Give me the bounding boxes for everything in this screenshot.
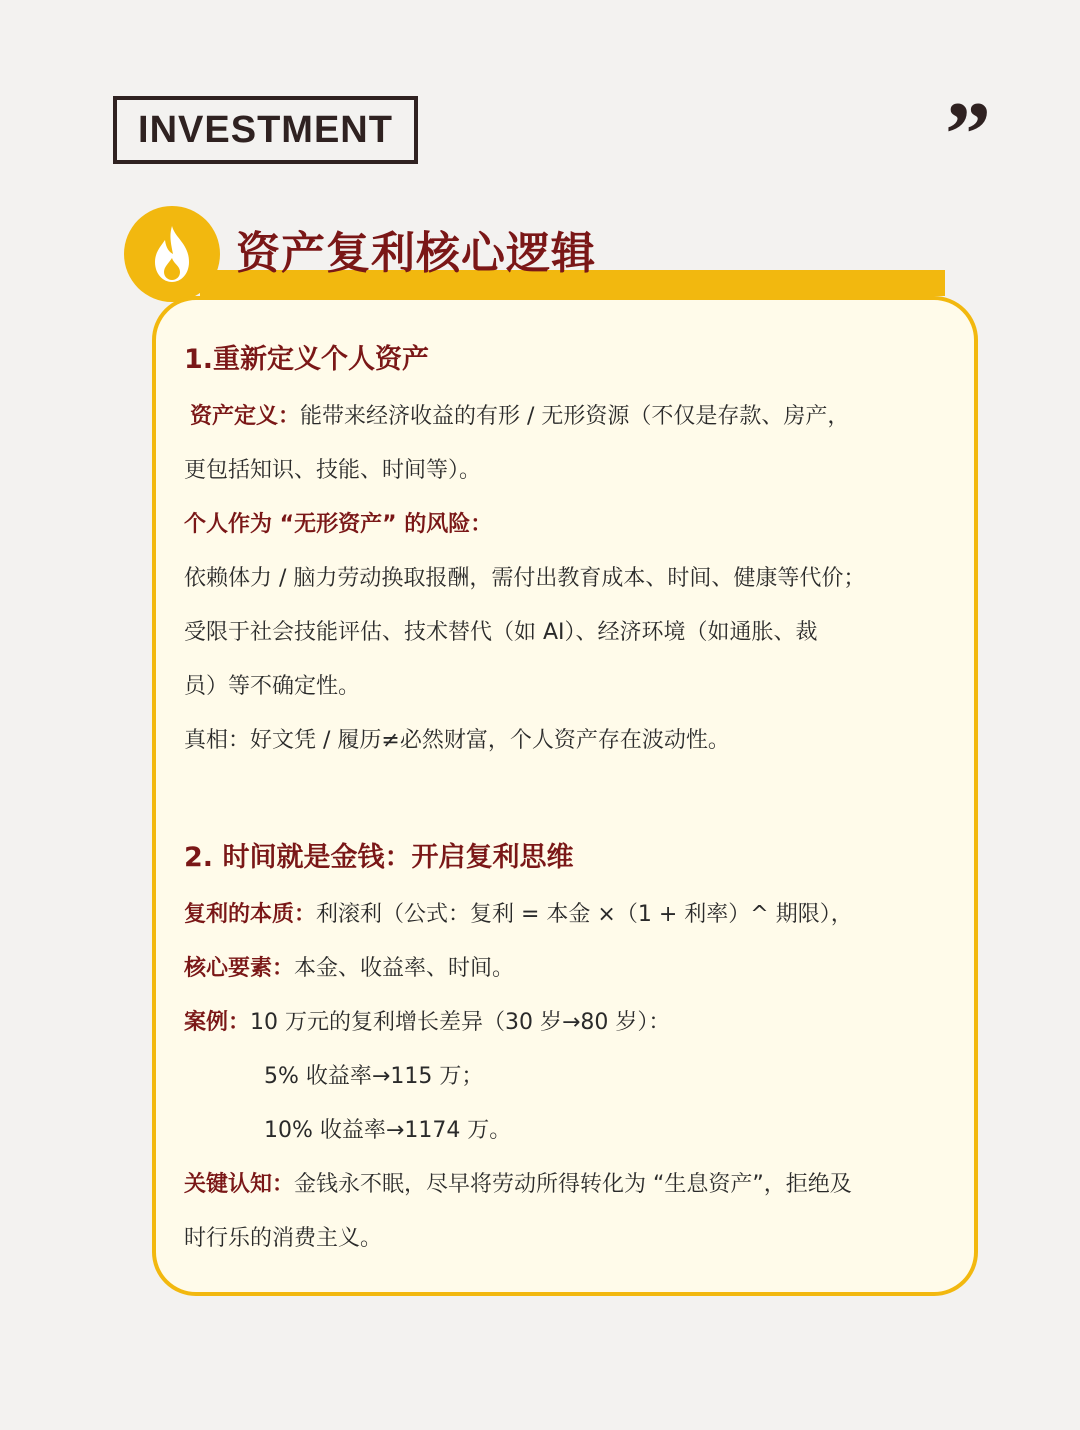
essence-line	[184, 888, 964, 942]
core-text: 本金、收益率、时间。	[294, 956, 515, 981]
title-icon-circle	[124, 206, 220, 302]
risk-line-1: 依赖体力 / 脑力劳动换取报酬，需付出教育成本、时间、健康等代价；	[184, 566, 866, 591]
risk-label: 个人作为 “无形资产” 的风险：	[184, 512, 493, 537]
key-label: 关键认知：	[184, 1172, 295, 1197]
case-text: 10 万元的复利增长差异（30 岁→80 岁）：	[250, 1010, 671, 1035]
risk-line-2: 受限于社会技能评估、技术替代（如 AI）、经济环境（如通胀、裁	[184, 620, 818, 645]
key-line	[184, 1158, 964, 1212]
section1-heading: 1.重新定义个人资产	[184, 344, 430, 375]
truth-line: 真相：好文凭 / 履历≠必然财富，个人资产存在波动性。	[184, 728, 730, 753]
key-cont: 时行乐的消费主义。	[184, 1226, 383, 1251]
fire-icon	[145, 224, 199, 284]
risk-heading	[184, 498, 964, 552]
quote-mark-icon: ”	[945, 83, 991, 185]
core-label: 核心要素：	[184, 956, 295, 981]
asset-definition	[184, 390, 964, 444]
case-item-2: 10% 收益率→1174 万。	[264, 1118, 512, 1143]
asset-def-cont: 更包括知识、技能、时间等）。	[184, 458, 482, 483]
asset-def-text: 能带来经济收益的有形 / 无形资源（不仅是存款、房产，	[300, 404, 850, 429]
section-gap	[184, 768, 964, 828]
case-item-1: 5% 收益率→115 万；	[264, 1064, 484, 1089]
asset-def-label: 资产定义：	[190, 404, 301, 429]
core-line	[184, 942, 964, 996]
page-title: 资产复利核心逻辑	[236, 228, 596, 279]
header-label-box	[113, 96, 418, 164]
essence-text: 利滚利（公式：复利 = 本金 ×（1 + 利率）^ 期限），	[316, 902, 853, 927]
header-label: INVESTMENT	[138, 108, 393, 151]
case-label: 案例：	[184, 1010, 251, 1035]
risk-line-3: 员）等不确定性。	[184, 674, 361, 699]
essence-label: 复利的本质：	[184, 902, 317, 927]
key-text: 金钱永不眠，尽早将劳动所得转化为 “生息资产”，拒绝及	[294, 1172, 852, 1197]
case-line	[184, 996, 964, 1050]
content-body	[184, 330, 964, 1266]
section2-heading: 2. 时间就是金钱：开启复利思维	[184, 842, 574, 873]
